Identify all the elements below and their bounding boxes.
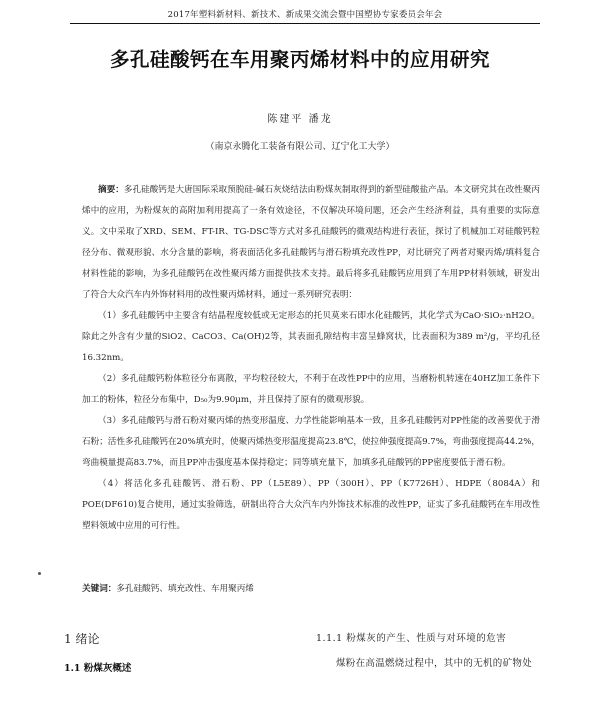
- paper-affiliation: （南京永腾化工装备有限公司、辽宁化工大学）: [205, 142, 395, 152]
- abstract-paragraph-5: （4）将活化多孔硅酸钙、滑石粉、PP（L5E89）、PP（300H）、PP（K7726H）、HDPE（8084A）和POE(DF610)复合使用，通过实验筛选，研制出符合大众汽车内外饰技术标准的改性PP，证实了多孔硅酸钙在车用改性塑料领域中应用的可行性。: [82, 479, 540, 531]
- section-body-1-1-1: 煤粉在高温燃烧过程中，其中的无机的矿物处: [336, 658, 533, 669]
- abstract-text-1: 多孔硅酸钙是大唐国际采取预脱硅-碱石灰烧结法由粉煤灰制取得到的新型硅酸盐产品。本文研究其在改性聚丙烯中的应用，为粉煤灰的高附加利用提高了一条有效途径，不仅解决环境问题，还会产生经济利益，具有重要的实际意义。文中采取了XRD、SEM、FT-IR、TG-DSC等方式对多孔硅酸钙的微观结构进行表征，探讨了机械加工对硅酸钙粒径分布、微观形貌、水分含量的影响，将表面活化多孔硅酸钙与滑石粉填充改性PP，对比研究了两者对聚丙烯/填料复合材料性能的影响，为多孔硅酸钙在改性聚丙烯方面提供技术支持。最后将多孔硅酸钙应用到了车用PP材料领域，研发出了符合大众汽车内外饰材料用的改性聚丙烯材料，通过一系列研究表明：: [82, 185, 540, 300]
- abstract-paragraph-4: （3）多孔硅酸钙与滑石粉对聚丙烯的热变形温度、力学性能影响基本一致，且多孔硅酸钙对PP性能的改善要优于滑石粉；活性多孔硅酸钙在20%填充时，使聚丙烯热变形温度提高23.8℃，使拉伸强度提高9.7%，弯曲强度提高44.2%，弯曲模量提高83.7%，而且PP冲击强度基本保持稳定；同等填充量下，加填多孔硅酸钙的PP密度要低于滑石粉。: [82, 416, 540, 468]
- abstract-paragraph-3: （2）多孔硅酸钙粉体粒径分布离散，平均粒径较大，不利于在改性PP中的应用，当磨粉机转速在40HZ加工条件下加工的粉体，粒径分布集中，D₅₀为9.90μm，并且保持了原有的微观形貌。: [82, 374, 540, 405]
- abstract-block: [82, 180, 540, 537]
- keywords-label: 关键词：: [82, 584, 117, 594]
- abstract-paragraph-1: [82, 180, 540, 306]
- margin-dot: [38, 572, 41, 575]
- keywords-line: [82, 582, 540, 594]
- abstract-label: 摘要：: [98, 185, 124, 195]
- section-heading-1-1-1: 1.1.1 粉煤灰的产生、性质与对环境的危害: [316, 633, 507, 644]
- running-header: 2017年塑料新材料、新技术、新成果交流会暨中国塑协专家委员会年会: [70, 8, 540, 24]
- paper-title: 多孔硅酸钙在车用聚丙烯材料中的应用研究: [109, 48, 490, 71]
- section-heading-1: 1 绪论: [64, 632, 100, 646]
- section-heading-1-1: 1.1 粉煤灰概述: [64, 663, 132, 674]
- keywords-text: 多孔硅酸钙、填充改性、车用聚丙烯: [116, 584, 254, 594]
- paper-authors: 陈建平 潘龙: [267, 114, 333, 125]
- abstract-paragraph-2: （1）多孔硅酸钙中主要含有结晶程度较低或无定形态的托贝莫来石即水化硅酸钙，其化学式为CaO·SiO₂·nH2O。除此之外含有少量的SiO2、CaCO3、Ca(OH)2等，其表面孔隙结构丰富呈蜂窝状，比表面积为389 m²/g，平均孔径16.32nm。: [82, 311, 540, 363]
